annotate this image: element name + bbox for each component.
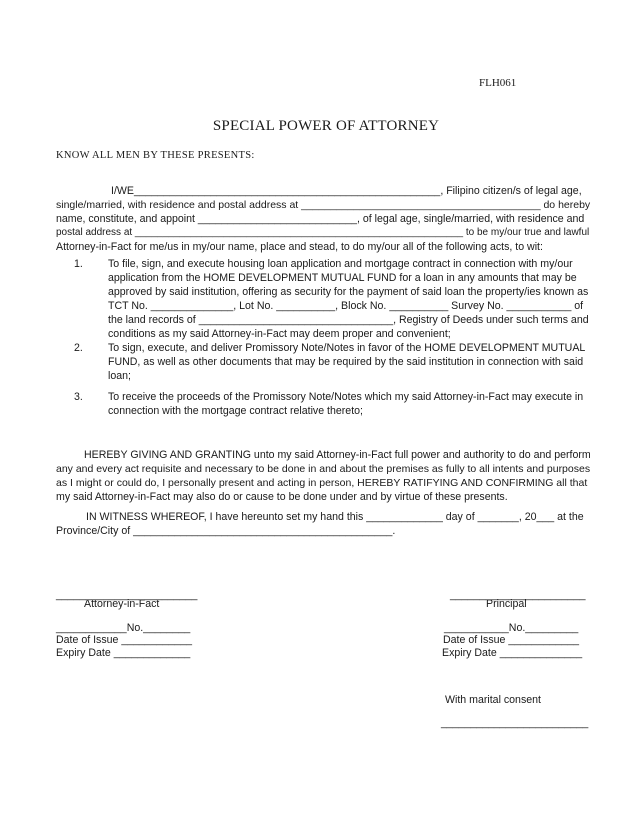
list-item (74, 341, 594, 383)
attorney-signature-line: ________________________ (56, 589, 198, 601)
intro-line: I/WE____________________________________________________, Filipino citizen/s of legal age, (111, 185, 582, 197)
item-line: To file, sign, and execute housing loan application and mortgage contract in connection with my/our (108, 258, 573, 270)
item-number: 3. (74, 391, 83, 403)
witness-paragraph (56, 510, 590, 538)
intro-line: Attorney-in-Fact for me/us in my/our name, place and stead, to do my/our all of the following acts, to wit: (56, 241, 543, 253)
attorney-id-number: ____________No.________ (56, 622, 191, 634)
granting-paragraph (56, 448, 590, 504)
acts-list (74, 257, 594, 341)
item-line: TCT No. ______________, Lot No. __________, Block No. __________ Survey No. ___________ of (108, 300, 584, 312)
item-line: approved by said institution, offering as security for the payment of said loan the property/ies known as (108, 286, 589, 298)
item-number: 2. (74, 342, 83, 354)
intro-line: postal address at ___________________________________________________________ to be my/our true and lawful (56, 227, 590, 238)
attorney-date-of-issue: Date of Issue ____________ (56, 634, 193, 646)
intro-line: name, constitute, and appoint ___________________________, of legal age, single/married, with residence and (56, 213, 585, 225)
salutation: KNOW ALL MEN BY THESE PRESENTS: (56, 150, 255, 161)
principal-id-number: ___________No._________ (444, 622, 579, 634)
marital-consent-label: With marital consent (445, 694, 541, 706)
list-item (74, 390, 594, 418)
acts-list-item-3 (74, 390, 594, 418)
granting-line: any and every act requisite and necessary to be done in and about the premises as fully to all intents and purposes (56, 463, 591, 475)
principal-label: Principal (486, 598, 527, 610)
witness-line: Province/City of ____________________________________________. (56, 525, 396, 537)
item-line: To sign, execute, and deliver Promissory Note/Notes in favor of the HOME DEVELOPMENT MUTUAL (108, 342, 586, 354)
item-line: loan; (108, 370, 131, 382)
attorney-expiry-date: Expiry Date _____________ (56, 647, 191, 659)
witness-line: IN WITNESS WHEREOF, I have hereunto set my hand this _____________ day of _______, 20___ at the (86, 511, 584, 523)
item-line: the land records of _________________________________, Registry of Deeds under such terms and (108, 314, 589, 326)
item-line: application from the HOME DEVELOPMENT MUTUAL FUND for a loan in any amounts that may be (108, 272, 577, 284)
principal-date-of-issue: Date of Issue ____________ (443, 634, 580, 646)
granting-line: my said Attorney-in-Fact may also do or cause to be done under and by virtue of these presents. (56, 491, 508, 503)
document-title: SPECIAL POWER OF ATTORNEY (212, 118, 440, 134)
item-line: connection with the mortgage contract relative thereto; (108, 405, 363, 417)
list-item (74, 257, 594, 341)
item-line: FUND, as well as other documents that may be required by the said institution in connection with said (108, 356, 584, 368)
item-line: conditions as my said Attorney-in-Fact may deem proper and convenient; (108, 328, 451, 340)
principal-signature-line: _______________________ (450, 589, 586, 601)
acts-list-item-2 (74, 341, 594, 383)
item-number: 1. (74, 258, 83, 270)
form-code: FLH061 (479, 77, 517, 89)
attorney-in-fact-label: Attorney-in-Fact (84, 598, 160, 610)
item-line: To receive the proceeds of the Promissory Note/Notes which my said Attorney-in-Fact may execute in (108, 391, 584, 403)
intro-line: single/married, with residence and postal address at _________________________________________ do hereby (56, 199, 591, 211)
principal-expiry-date: Expiry Date ______________ (442, 647, 583, 659)
marital-consent-signature-line: _________________________ (441, 717, 589, 729)
intro-paragraph (56, 184, 590, 254)
granting-line: as I might or could do, I personally present and acting in person, HEREBY RATIFYING AND CONFIRMING all that (56, 477, 588, 489)
granting-line: HEREBY GIVING AND GRANTING unto my said Attorney-in-Fact full power and authority to do and perform (84, 449, 591, 461)
